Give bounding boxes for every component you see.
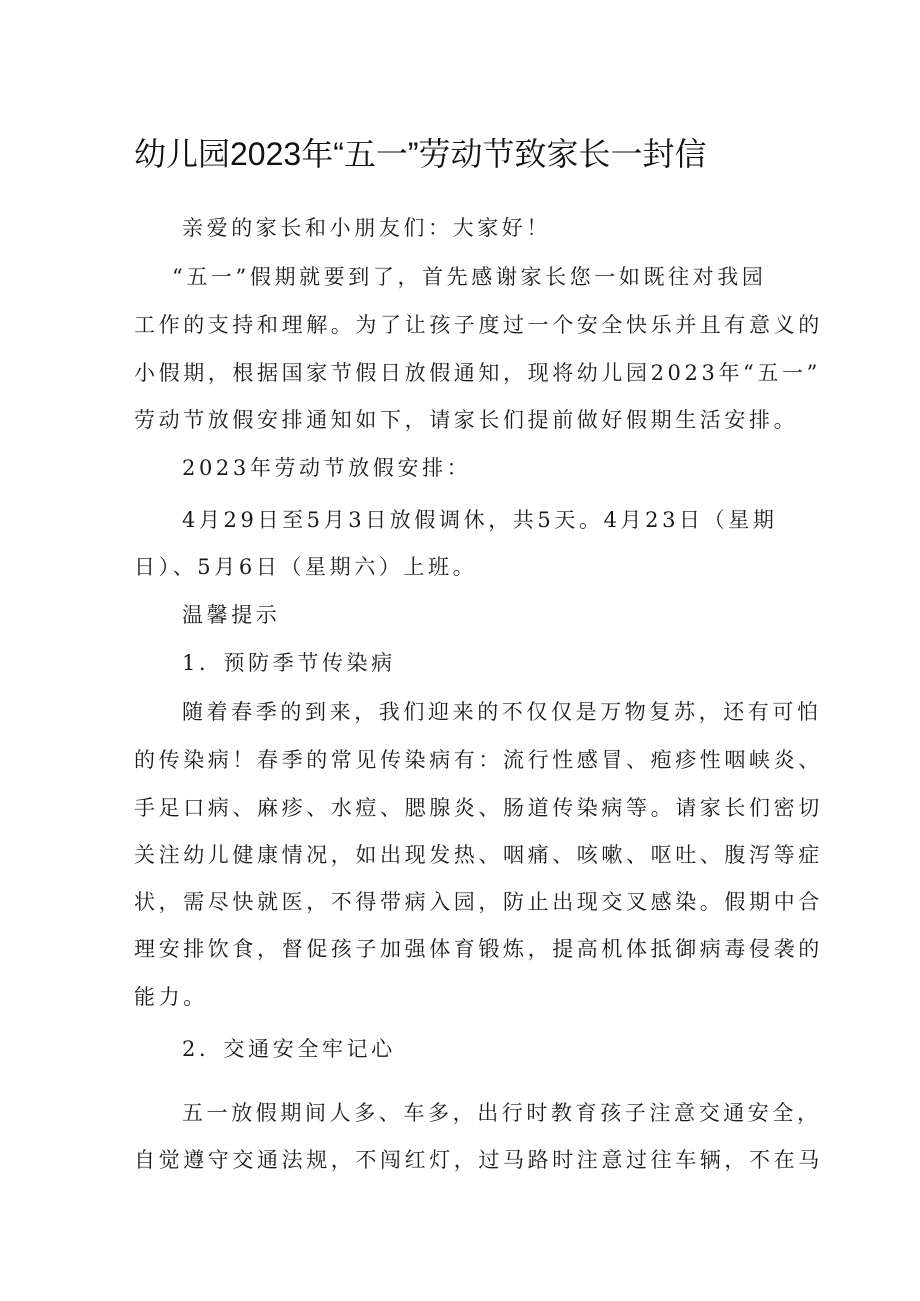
section2-heading: 2．交通安全牢记心	[182, 1037, 396, 1061]
intro-line: 小假期，根据国家节假日放假通知，现将幼儿园2023年“五一”	[134, 361, 821, 385]
schedule-line: 4月29日至5月3日放假调休，共5天。4月23日（星期	[182, 508, 778, 532]
schedule-heading: 2023年劳动节放假安排：	[182, 456, 472, 480]
section1-line: 随着春季的到来，我们迎来的不仅仅是万物复苏，还有可怕	[182, 700, 822, 724]
section2-line: 自觉遵守交通法规，不闯红灯，过马路时注意过往车辆，不在马	[134, 1148, 823, 1172]
section1-line: 的传染病！春季的常见传染病有：流行性感冒、疱疹性咽峡炎、	[134, 748, 823, 772]
document-title: 幼儿园2023年“五一”劳动节致家长一封信	[134, 136, 707, 172]
section1-line: 能力。	[134, 985, 208, 1009]
section1-line: 手足口病、麻疹、水痘、腮腺炎、肠道传染病等。请家长们密切	[134, 796, 823, 820]
section1-heading: 1．预防季节传染病	[182, 651, 396, 675]
greeting: 亲爱的家长和小朋友们：大家好！	[182, 216, 551, 240]
tips-heading: 温馨提示	[182, 603, 281, 627]
section1-line: 状，需尽快就医，不得带病入园，防止出现交叉感染。假期中合	[134, 890, 823, 914]
section1-line: 理安排饮食，督促孩子加强体育锻炼，提高机体抵御病毒侵袭的	[134, 937, 823, 961]
intro-line: “五一”假期就要到了，首先感谢家长您一如既往对我园	[172, 265, 767, 289]
schedule-line: 日）、5月6日（星期六）上班。	[134, 555, 478, 579]
intro-line: 劳动节放假安排通知如下，请家长们提前做好假期生活安排。	[134, 408, 799, 432]
section2-line: 五一放假期间人多、车多，出行时教育孩子注意交通安全，	[182, 1101, 822, 1125]
intro-line: 工作的支持和理解。为了让孩子度过一个安全快乐并且有意义的	[134, 313, 823, 337]
section1-line: 关注幼儿健康情况，如出现发热、咽痛、咳嗽、呕吐、腹泻等症	[134, 843, 823, 867]
